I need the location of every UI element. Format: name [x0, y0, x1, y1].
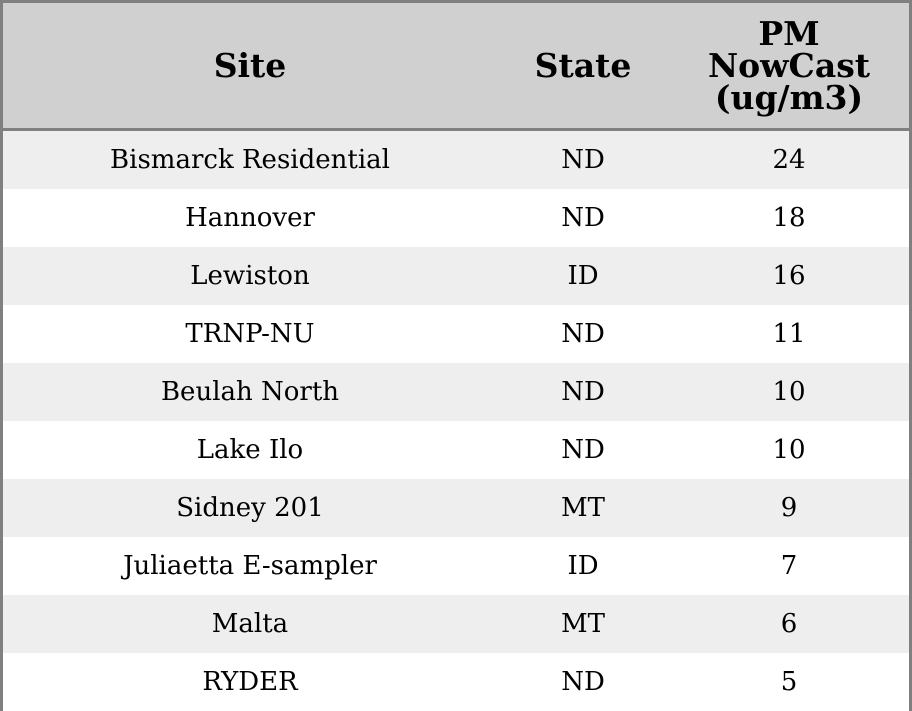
- cell-site: Lake Ilo: [196, 435, 304, 465]
- header-pm: [669, 3, 909, 128]
- table-row: [3, 131, 909, 189]
- header-pm-line: PM: [758, 13, 820, 53]
- header-pm-line: (ug/m3): [714, 77, 864, 117]
- cell-pm: 18: [772, 203, 806, 233]
- cell-pm: 5: [780, 667, 798, 697]
- header-pm-line: NowCast: [707, 45, 871, 85]
- cell-site: RYDER: [202, 667, 298, 697]
- cell-site: Bismarck Residential: [110, 145, 390, 175]
- header-state: [497, 3, 669, 128]
- cell-state: ND: [561, 319, 605, 349]
- table-row: [3, 537, 909, 595]
- cell-state: ND: [561, 377, 605, 407]
- cell-site: Malta: [211, 609, 289, 639]
- table-row: [3, 305, 909, 363]
- table-row: [3, 247, 909, 305]
- cell-state: ND: [561, 145, 605, 175]
- cell-site: Hannover: [185, 203, 315, 233]
- cell-pm: 24: [772, 145, 806, 175]
- table-row: [3, 189, 909, 247]
- cell-pm: 7: [780, 551, 798, 581]
- cell-state: MT: [561, 493, 605, 523]
- table-row: [3, 421, 909, 479]
- cell-state: MT: [561, 609, 605, 639]
- table-row: [3, 595, 909, 653]
- cell-pm: 10: [772, 435, 806, 465]
- header-site: [3, 3, 497, 128]
- cell-state: ND: [561, 435, 605, 465]
- cell-site: TRNP-NU: [185, 319, 315, 349]
- cell-pm: 16: [772, 261, 806, 291]
- cell-state: ND: [561, 203, 605, 233]
- table-header: [3, 3, 909, 131]
- cell-pm: 10: [772, 377, 806, 407]
- table-row: [3, 653, 909, 711]
- table-body: [3, 131, 909, 711]
- cell-state: ID: [567, 551, 599, 581]
- cell-site: Beulah North: [160, 377, 340, 407]
- header-site-label: Site: [213, 45, 287, 85]
- table-row: [3, 479, 909, 537]
- cell-pm: 9: [780, 493, 798, 523]
- table-row: [3, 363, 909, 421]
- header-state-label: State: [534, 45, 632, 85]
- cell-pm: 11: [772, 319, 806, 349]
- cell-site: Juliaetta E-sampler: [123, 551, 377, 581]
- cell-state: ID: [567, 261, 599, 291]
- cell-state: ND: [561, 667, 605, 697]
- cell-pm: 6: [780, 609, 798, 639]
- cell-site: Lewiston: [190, 261, 310, 291]
- cell-site: Sidney 201: [176, 493, 324, 523]
